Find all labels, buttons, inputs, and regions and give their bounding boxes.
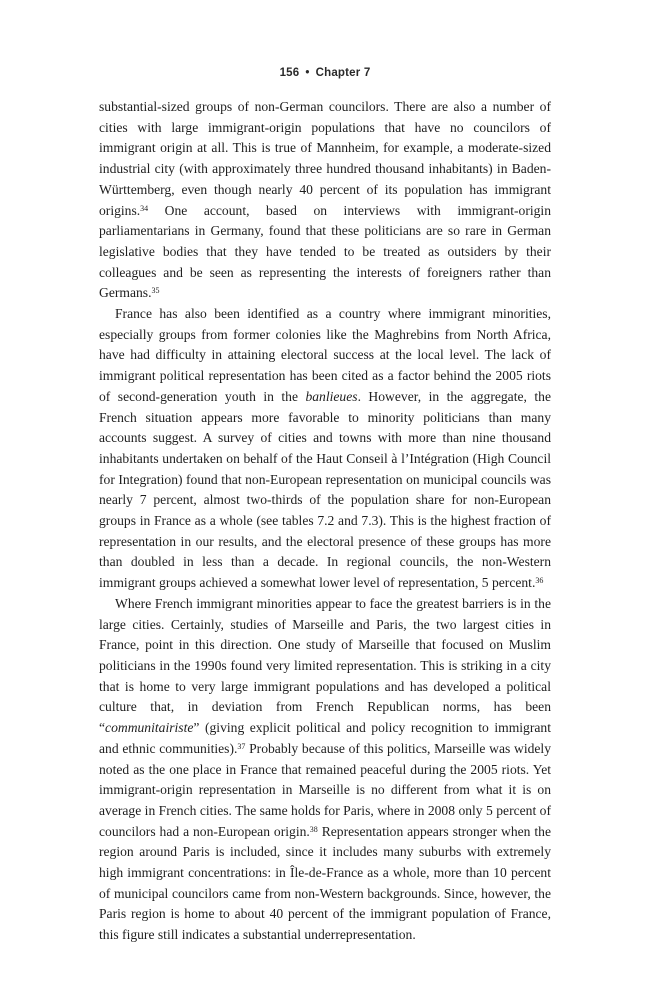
paragraph-text: . However, in the aggregate, the French situation appears more favorable to minority politicians than many accounts suggest. A survey of cities and towns with more than nine thousand inhabitants undertaken on behalf of the Haut Conseil à l’Intégration (High Council for Integration) found that non-European representation on municipal councils was nearly 7 percent, almost two-thirds of the population share for non-European groups in France as a whole (see tables 7.2 and 7.3). This is the highest fraction of representation in our results, and the electoral presence of these groups has more than doubled in less than a decade. In regional councils, the non-Western immigrant groups achieved a somewhat lower level of representation, 5 percent. — [99, 388, 551, 591]
chapter-title: Chapter 7 — [315, 67, 371, 79]
paragraph-text: ” (giving explicit political and policy recognition to immigrant and ethnic communities). — [99, 720, 551, 756]
italic-term: communitairiste — [105, 720, 194, 736]
footnote-ref-36: 36 — [535, 576, 544, 586]
paragraph-text: Probably because of this politics, Marseille was widely noted as the one place in France that remained peaceful during the 2005 riots. Yet immigrant-origin representation in Marseille is no different from what it is on average in French cities. The same holds for Paris, where in 2008 only 5 percent of councilors had a non-European origin. — [99, 740, 551, 839]
footnote-ref-38: 38 — [309, 824, 318, 834]
running-head — [0, 67, 650, 79]
body-text — [99, 97, 551, 946]
paragraph-large-cities — [99, 594, 551, 946]
paragraph-text: Representation appears stronger when the region around Paris is included, since it includes many suburbs with extremely high immigrant concentrations: in Île-de-France as a whole, more than 10 percent of municipal councilors came from non-Western backgrounds. Since, however, the Paris region is home to about 40 percent of the immigrant population of France, this figure still indicates a substantial underrepresentation. — [99, 823, 551, 943]
paragraph-france — [99, 304, 551, 594]
paragraph-text: Where French immigrant minorities appear to face the greatest barriers is in the large cities. Certainly, studies of Marseille and Paris, the two largest cities in France, point in this direction. One study of Marseille that focused on Muslim politicians in the 1990s found very limited representation. This is striking in a city that is home to very large immigrant populations and has developed a political culture that, in deviation from French Republican norms, has been “ — [99, 595, 551, 736]
italic-term: banlieues — [305, 388, 358, 404]
footnote-ref-35: 35 — [151, 286, 160, 296]
separator-bullet: • — [305, 67, 310, 79]
paragraph-text: France has also been identified as a country where immigrant minorities, especially groups from former colonies like the Maghrebins from North Africa, have had difficulty in attaining electoral success at the local level. The lack of immigrant political representation has been cited as a factor behind the 2005 riots of second-generation youth in the — [99, 306, 551, 404]
paragraph-text: One account, based on interviews with immigrant-origin parliamentarians in Germany, found that these politicians are so rare in German legislative bodies that they have tended to be treated as outsiders by their colleagues and be seen as representing the interests of foreigners rather than Germans. — [99, 202, 551, 301]
page-number: 156 — [279, 67, 300, 79]
paragraph-text: substantial-sized groups of non-German councilors. There are also a number of cities with large immigrant-origin populations that have no councilors of immigrant origin at all. This is true of Mannheim, for example, a moderate-sized industrial city (with approximately three hundred thousand inhabitants) in Baden-Württemberg, even though nearly 40 percent of its population has immigrant origins. — [99, 99, 551, 218]
footnote-ref-37: 37 — [237, 741, 246, 751]
footnote-ref-34: 34 — [140, 203, 149, 213]
paragraph-germany — [99, 97, 551, 304]
